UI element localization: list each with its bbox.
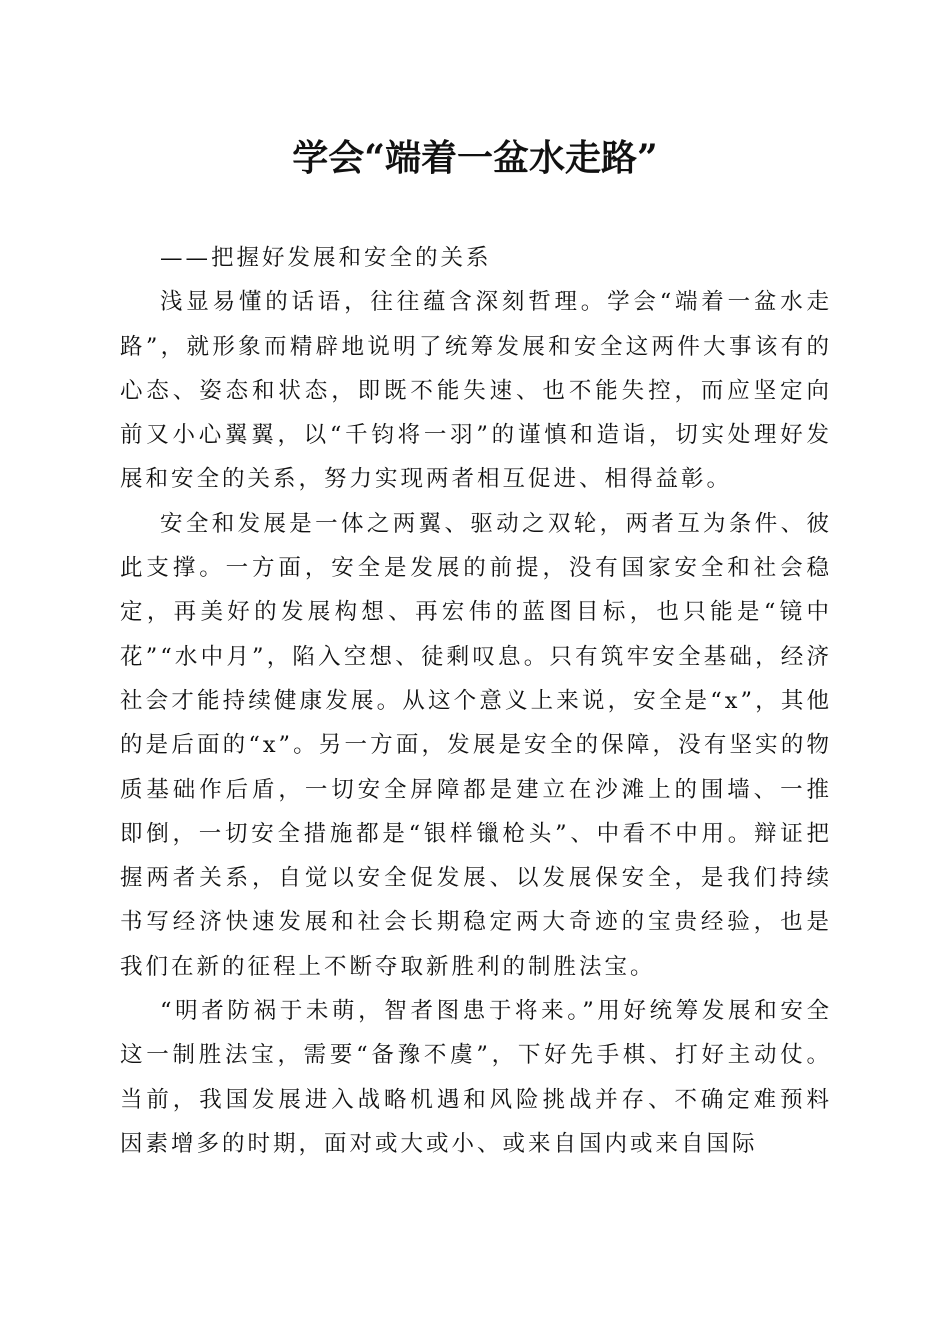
paragraph-1: 浅显易懂的话语，往往蕴含深刻哲理。学会“端着一盆水走路”，就形象而精辟地说明了统筹发展和安全这两件大事该有的心态、姿态和状态，即既不能失速、也不能失控，而应坚定向前又小心翼翼，以“千钧将一羽”的谨慎和造诣，切实处理好发展和安全的关系，努力实现两者相互促进、相得益彰。 bbox=[120, 289, 832, 493]
paragraph-2: 安全和发展是一体之两翼、驱动之双轮，两者互为条件、彼此支撑。一方面，安全是发展的前提，没有国家安全和社会稳定，再美好的发展构想、再宏伟的蓝图目标，也只能是“镜中花”“水中月”，陷入空想、徒剩叹息。只有筑牢安全基础，经济社会才能持续健康发展。从这个意义上来说，安全是“x”，其他的是后面的“x”。另一方面，发展是安全的保障，没有坚实的物质基础作后盾，一切安全屏障都是建立在沙滩上的围墙、一推即倒，一切安全措施都是“银样镴枪头”、中看不中用。辩证把握两者关系，自觉以安全促发展、以发展保安全，是我们持续书写经济快速发展和社会长期稳定两大奇迹的宝贵经验，也是我们在新的征程上不断夺取新胜利的制胜法宝。 bbox=[120, 510, 832, 980]
document-title: 学会“端着一盆水走路” bbox=[292, 137, 658, 179]
paragraph-3: “明者防祸于未萌，智者图患于将来。”用好统筹发展和安全这一制胜法宝，需要“备豫不虞”，下好先手棋、打好主动仗。当前，我国发展进入战略机遇和风险挑战并存、不确定难预料因素增多的时期，面对或大或小、或来自国内或来自国际 bbox=[120, 998, 832, 1157]
document-body bbox=[120, 236, 832, 1166]
subtitle: ——把握好发展和安全的关系 bbox=[160, 245, 492, 271]
